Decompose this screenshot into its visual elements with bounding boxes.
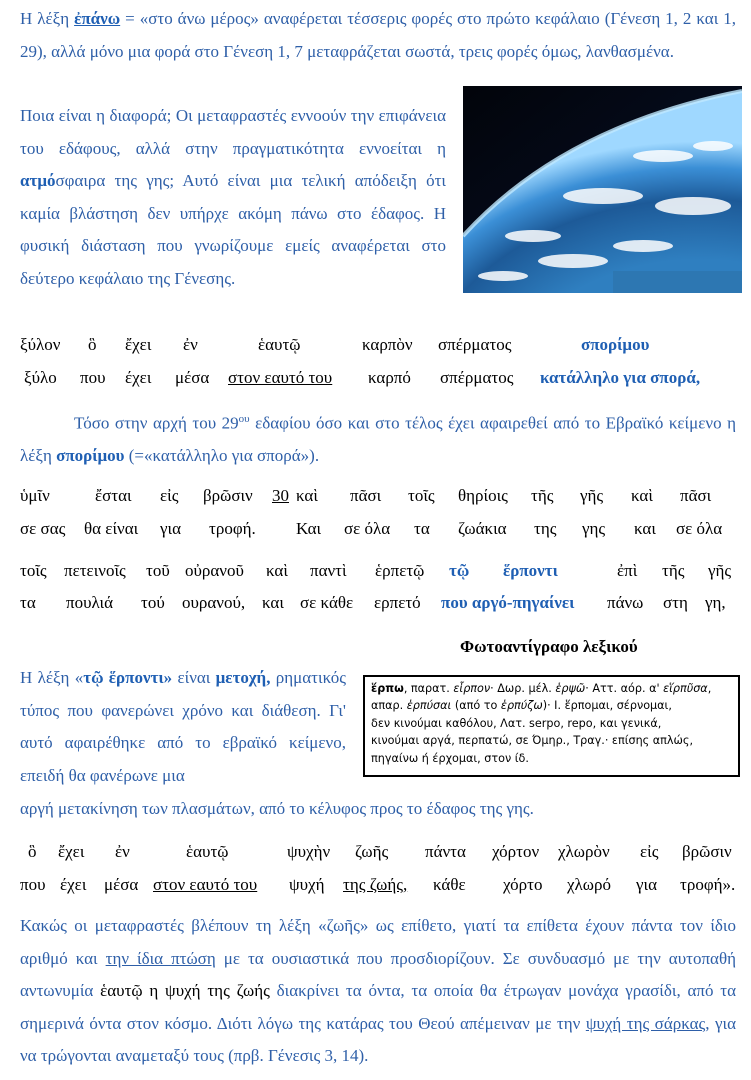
paragraph-difference: Ποια είναι η διαφορά; Οι μεταφραστές εννοούν την επιφάνεια του εδάφους, αλλά στην πραγματικότητα εννοείται η ατμόσφαιρα της γης; Αυτό είναι μια τελική απόδειξη ότι καμία βλάστηση δεν υπήρχε ακόμη πάνω στο έδαφος. Η φυσική διάσταση που γνωρίζουμε εμείς αναφέρεται στο δεύτερο κεφάλαιο της Γένεσης. <box>20 106 446 288</box>
paragraph-conclusion: Κακώς οι μεταφραστές βλέπουν τη λέξη «ζωῆς» ως επίθετο, γιατί τα επίθετα έχουν πάντα τον ίδιο αριθμό και την ίδια πτώση με τα ουσιαστικά που προσδιορίζουν. Σε συνδυασμό με την αυτοπαθή αντωνυμία ἑαυτῷ η ψυχή της ζωής διακρίνει τα όντα, τα οποία θα έτρωγαν μονάχα γρασίδι, από τα σημερινά όντα στον κόσμο. Διότι λόγω της κατάρας του Θεού απέμειναν με την ψυχή της σάρκας, για να τρώγονται αναμεταξύ τους (πρβ. Γένεσις 3, 14). <box>20 916 737 1065</box>
dict-line: δεν κινούμαι καθόλου, Λατ. serpo, repo, και γενικά, <box>371 716 662 730</box>
dictionary-title: Φωτοαντίγραφο λεξικού <box>460 637 638 656</box>
verse1-modern-row: ξύλο που έχει μέσα στον εαυτό του καρπό σπέρματος κατάλληλο για σπορά, <box>24 368 701 387</box>
verse1-greek-row: ξύλον ὃ ἔχει ἐν ἑαυτῷ καρπὸν σπέρματος σπορίμου <box>20 335 650 354</box>
term-epano: ἐπάνω <box>74 9 121 28</box>
verse2-modern-row-1: σε σας θα είναι για τροφή. Και σε όλα τα ζωάκια της γης και σε όλα <box>20 519 723 538</box>
dict-line: κινούμαι αργά, περπατώ, σε Όμηρ., Τραγ.· επίσης απλώς, <box>371 734 694 748</box>
dict-line: πηγαίνω ή έρχομαι, στον ίδ. <box>371 751 529 765</box>
dict-line: ἕρπω, παρατ. εἷρπον· Δωρ. μέλ. ἑρψῶ· Αττ. αόρ. α' εἵρπῦσα, <box>371 682 712 695</box>
verse2-modern-row-2: τα πουλιά τού ουρανού, και σε κάθε ερπετό που αργό-πηγαίνει πάνω στη γη, <box>20 593 726 612</box>
dict-line: απαρ. ἑρπύσαι (από το ἑρπύζω)· Ι. ἕρπομαι, σέρνομαι, <box>371 699 672 713</box>
verse3-modern-row: που έχει μέσα στον εαυτό του ψυχή της ζωής, κάθε χόρτο χλωρό για τροφή». <box>20 875 736 894</box>
dictionary-excerpt-box <box>363 675 740 777</box>
paragraph-participle: Η λέξη «τῷ ἕρποντι» είναι μετοχή, ρηματικός τύπος που φανερώνει χρόνο και διάθεση. Γι' αυτό αφαιρέθηκε από το εβραϊκό κείμενο, επειδή θα φανέρωνε μια <box>20 668 346 785</box>
paragraph-intro: Η λέξη ἐπάνω = «στο άνω μέρος» αναφέρεται τέσσερις φορές στο πρώτο κεφάλαιο (Γένεση 1, 2 και 1, 29), αλλά μόνο μια φορά στο Γένεση 1, 7 μεταφράζεται σωστά, τρεις φορές όμως, λανθασμένα. <box>20 9 736 61</box>
paragraph-verse29: Τόσο στην αρχή του $29^{o\upsilon}$ εδαφίου όσο και στο τέλος έχει αφαιρεθεί από το Εβραϊκό κείμενο η λέξη σπορίμου (=«κατάλληλο για σπορά»). <box>20 413 736 466</box>
verse3-greek-row: ὃ ἔχει ἐν ἑαυτῷ ψυχὴν ζωῆς πάντα χόρτον χλωρὸν εἰς βρῶσιν <box>28 842 732 861</box>
term-sporimou: σπορίμου <box>56 446 125 466</box>
verse2-greek-row-2: τοῖς πετεινοῖς τοῦ οὐρανοῦ καὶ παντὶ ἑρπετῷ τῷ ἕρποντι ἐπὶ τῆς γῆς <box>20 561 732 580</box>
verse2-greek-row-1: ὑμῖν ἔσται εἰς βρῶσιν 30 καὶ πᾶσι τοῖς θηρίοις τῆς γῆς καὶ πᾶσι <box>20 486 712 505</box>
paragraph-participle-cont: αργή μετακίνηση των πλασμάτων, από το κέλυφος προς το έδαφος της γης. <box>20 799 534 818</box>
earth-atmosphere-image <box>463 86 742 293</box>
